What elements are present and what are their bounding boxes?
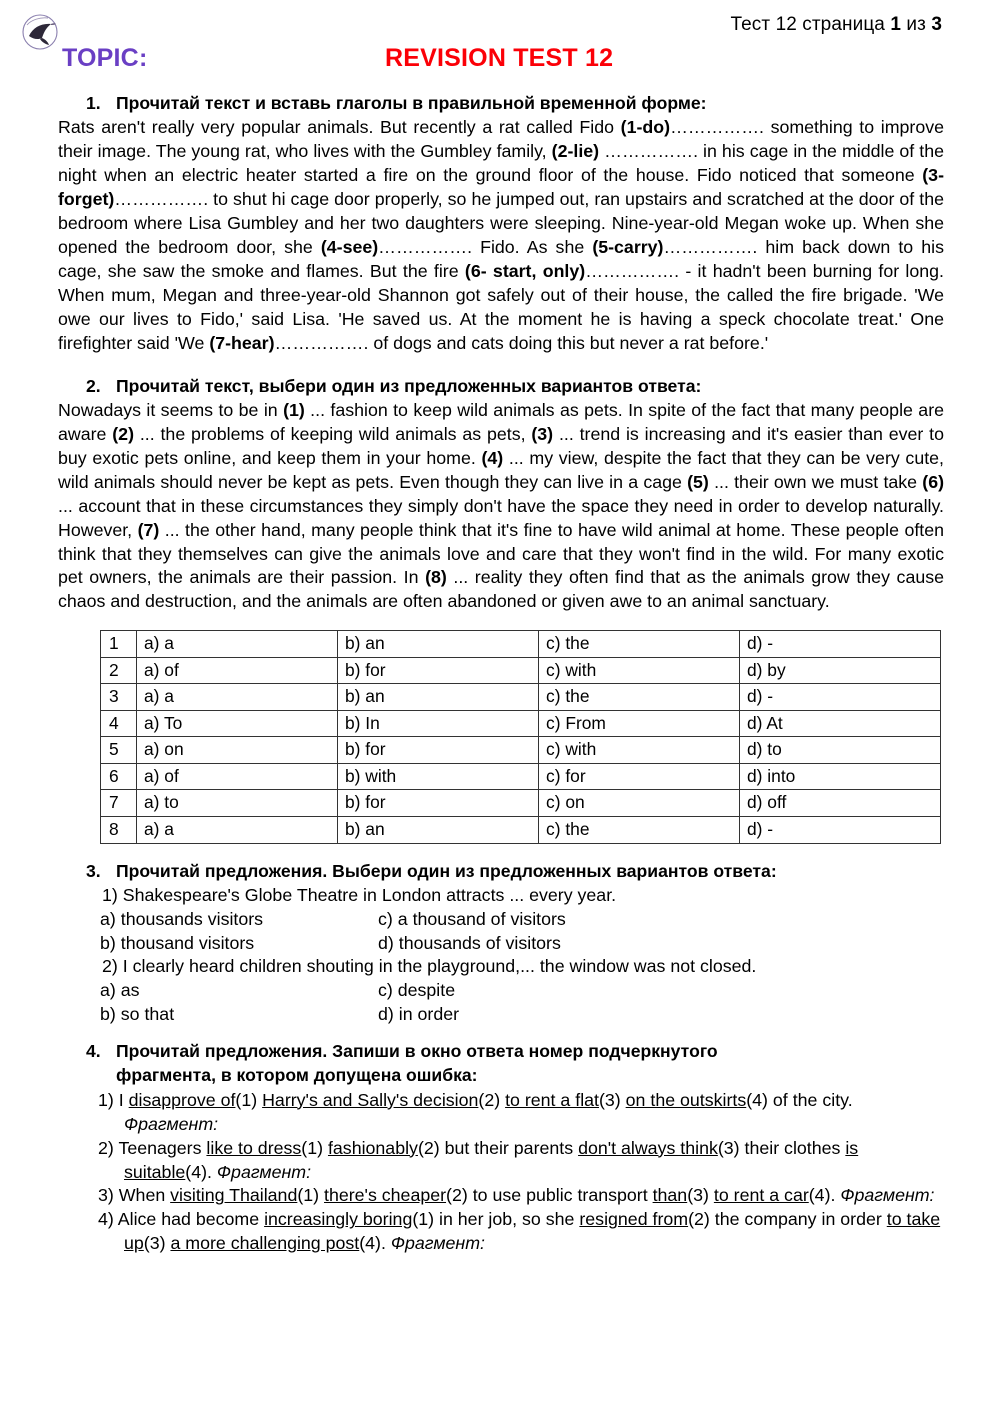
option-cell[interactable]: d) - bbox=[740, 817, 941, 844]
option-cell[interactable]: d) by bbox=[740, 657, 941, 684]
answer-options-table bbox=[100, 630, 941, 843]
option-cell[interactable]: c) the bbox=[539, 684, 740, 711]
answer-options-body bbox=[101, 631, 941, 843]
option-cell[interactable]: a) a bbox=[137, 631, 338, 658]
task-2-heading-text: Прочитай текст, выбери один из предложенных вариантов ответа: bbox=[116, 375, 702, 396]
choice-grid bbox=[58, 908, 944, 956]
option-cell[interactable]: a) of bbox=[137, 657, 338, 684]
error-sentence-item: 4) Alice had become increasingly boring(1) in her job, so she resigned from(2) the company in order to take up(3) a more challenging post(4). Фрагмент: bbox=[98, 1209, 941, 1254]
task-3-questions bbox=[58, 884, 944, 1027]
table-row bbox=[101, 684, 941, 711]
row-number-cell: 4 bbox=[101, 710, 137, 737]
task-4-number: 4. bbox=[86, 1041, 101, 1061]
answer-choice-c[interactable]: c) despite bbox=[378, 980, 456, 1001]
task-1-heading bbox=[86, 92, 944, 115]
option-cell[interactable]: c) From bbox=[539, 710, 740, 737]
table-row bbox=[101, 817, 941, 844]
option-cell[interactable]: c) the bbox=[539, 631, 740, 658]
page-number-indicator bbox=[730, 14, 942, 36]
choice-row bbox=[100, 979, 944, 1003]
row-number-cell: 1 bbox=[101, 631, 137, 658]
option-cell[interactable]: a) to bbox=[137, 790, 338, 817]
option-cell[interactable]: d) - bbox=[740, 684, 941, 711]
option-cell[interactable]: d) into bbox=[740, 763, 941, 790]
option-cell[interactable]: b) for bbox=[338, 790, 539, 817]
answer-choice-b[interactable]: b) thousand visitors bbox=[100, 932, 255, 953]
task-2-heading bbox=[86, 375, 944, 398]
task-2-number: 2. bbox=[86, 375, 101, 396]
answer-choice-c[interactable]: c) a thousand of visitors bbox=[378, 908, 566, 929]
option-cell[interactable]: d) off bbox=[740, 790, 941, 817]
option-cell[interactable]: c) the bbox=[539, 817, 740, 844]
error-sentence-item: 3) When visiting Thailand(1) there's cheaper(2) to use public transport than(3) to rent a car(4). Фрагмент: bbox=[98, 1185, 935, 1206]
option-cell[interactable]: a) a bbox=[137, 684, 338, 711]
task-3-number: 3. bbox=[86, 860, 101, 881]
answer-choice-a[interactable]: a) as bbox=[100, 980, 140, 1001]
row-number-cell: 2 bbox=[101, 657, 137, 684]
option-cell[interactable]: d) At bbox=[740, 710, 941, 737]
option-cell[interactable]: b) an bbox=[338, 631, 539, 658]
answer-choice-a[interactable]: a) thousands visitors bbox=[100, 908, 264, 929]
option-cell[interactable]: b) In bbox=[338, 710, 539, 737]
row-number-cell: 5 bbox=[101, 737, 137, 764]
task-4-heading bbox=[86, 1040, 944, 1063]
table-row bbox=[101, 737, 941, 764]
choice-row bbox=[100, 932, 944, 956]
choice-row bbox=[100, 1003, 944, 1027]
row-number-cell: 3 bbox=[101, 684, 137, 711]
task-4-items bbox=[58, 1089, 944, 1256]
table-row bbox=[101, 790, 941, 817]
task-2-passage: Nowadays it seems to be in (1) ... fashion to keep wild animals as pets. In spite of the fact that many people are aware (2) ... the problems of keeping wild animals as pets, (3) ... trend is increasing and it's easier than ever to buy exotic pets online, and keep them in your home. (4) ... my view, despite the fact that they can be very cute, wild animals should never be kept as pets. Even though they can live in a cage (5) ... their own we must take (6) ... account that in these circumstances they simply don't have the space they need in order to develop naturally. However, (7) ... the other hand, many people think that it's fine to have wild animal at home. These people often think that they themselves can give the animals love and care that they won't find in the wild. For many exotic pet owners, the animals are their passion. In (8) ... reality they often find that as the animals grow they cause chaos and destruction, and the animals are often abandoned or given awe to an animal sanctuary. bbox=[58, 400, 945, 612]
task-4-heading-line-2: фрагмента, в котором допущена ошибка: bbox=[116, 1065, 478, 1086]
option-cell[interactable]: b) for bbox=[338, 737, 539, 764]
row-number-cell: 8 bbox=[101, 817, 137, 844]
question-prompt: 2) I clearly heard children shouting in the playground,... the window was not closed. bbox=[102, 956, 757, 977]
option-cell[interactable]: a) on bbox=[137, 737, 338, 764]
task-3-heading bbox=[86, 860, 944, 883]
page-total-number: 3 bbox=[931, 14, 942, 35]
table-row bbox=[101, 657, 941, 684]
task-1-passage: Rats aren't really very popular animals. But recently a rat called Fido (1-do)……………. something to improve their image. The young rat, who lives with the Gumbley family, (2-lie) ……………. in his cage in the middle of the night when an electric heater started a fire on the ground floor of the house. Fido noticed that someone (3-forget)……………. to shut hi cage door properly, so he jumped out, ran upstairs and scratched at the door of the bedroom where Lisa Gumbley and her two daughters were sleeping. Nine-year-old Megan woke up. When she opened the bedroom door, she (4-see)……………. Fido. As she (5-carry)……………. him back down to his cage, she saw the smoke and flames. But the fire (6- start, only)……………. - it hadn't been burning for long. When mum, Megan and three-year-old Shannon got safely out of their house, the called the fire brigade. 'We owe our lives to Fido,' said Lisa. 'He saved us. At the moment he is having a speck chocolate treat.' One firefighter said 'We (7-hear)……………. of dogs and cats doing this but never a rat before.' bbox=[58, 117, 945, 353]
answer-choice-d[interactable]: d) in order bbox=[378, 1004, 460, 1025]
option-cell[interactable]: b) an bbox=[338, 684, 539, 711]
error-sentence-item: 1) I disapprove of(1) Harry's and Sally's decision(2) to rent a flat(3) on the outskirts(4) of the city. Фрагмент: bbox=[98, 1089, 853, 1134]
answer-choice-b[interactable]: b) so that bbox=[100, 1004, 175, 1025]
topic-label: TOPIC: bbox=[62, 44, 148, 72]
task-1-heading-text: Прочитай текст и вставь глаголы в правильной временной форме: bbox=[116, 93, 707, 113]
question-prompt: 1) Shakespeare's Globe Theatre in London attracts ... every year. bbox=[102, 884, 617, 905]
page-meta-mid: из bbox=[901, 14, 932, 35]
option-cell[interactable]: c) with bbox=[539, 737, 740, 764]
table-row bbox=[101, 710, 941, 737]
table-row bbox=[101, 763, 941, 790]
row-number-cell: 6 bbox=[101, 763, 137, 790]
title-row bbox=[0, 44, 1000, 80]
option-cell[interactable]: b) for bbox=[338, 657, 539, 684]
option-cell[interactable]: b) an bbox=[338, 817, 539, 844]
option-cell[interactable]: c) with bbox=[539, 657, 740, 684]
option-cell[interactable]: a) of bbox=[137, 763, 338, 790]
page-title: REVISION TEST 12 bbox=[385, 44, 614, 72]
item-marker: 3) bbox=[98, 1185, 119, 1206]
option-cell[interactable]: b) with bbox=[338, 763, 539, 790]
task-1-number: 1. bbox=[86, 93, 101, 113]
choice-grid bbox=[58, 979, 944, 1027]
page-meta-prefix: Тест 12 страница bbox=[730, 14, 891, 35]
option-cell[interactable]: d) to bbox=[740, 737, 941, 764]
task-3-heading-text: Прочитай предложения. Выбери один из предложенных вариантов ответа: bbox=[116, 860, 777, 881]
option-cell[interactable]: c) for bbox=[539, 763, 740, 790]
choice-row bbox=[100, 908, 944, 932]
row-number-cell: 7 bbox=[101, 790, 137, 817]
option-cell[interactable]: c) on bbox=[539, 790, 740, 817]
task-4-heading-line-1: Прочитай предложения. Запиши в окно ответа номер подчеркнутого bbox=[116, 1041, 718, 1061]
option-cell[interactable]: a) a bbox=[137, 817, 338, 844]
page-header bbox=[0, 10, 1000, 44]
item-marker: 4) bbox=[98, 1209, 118, 1230]
item-marker: 1) bbox=[98, 1089, 119, 1110]
page-current-number: 1 bbox=[890, 14, 902, 35]
document-body bbox=[58, 92, 944, 1256]
option-cell[interactable]: a) To bbox=[137, 710, 338, 737]
error-sentence-item: 2) Teenagers like to dress(1) fashionably(2) but their parents don't always think(3) their clothes is suitable(4). Фрагмент: bbox=[98, 1137, 859, 1182]
option-cell[interactable]: d) - bbox=[740, 631, 941, 658]
table-row bbox=[101, 631, 941, 658]
answer-choice-d[interactable]: d) thousands of visitors bbox=[378, 932, 561, 953]
item-marker: 2) bbox=[98, 1137, 119, 1158]
